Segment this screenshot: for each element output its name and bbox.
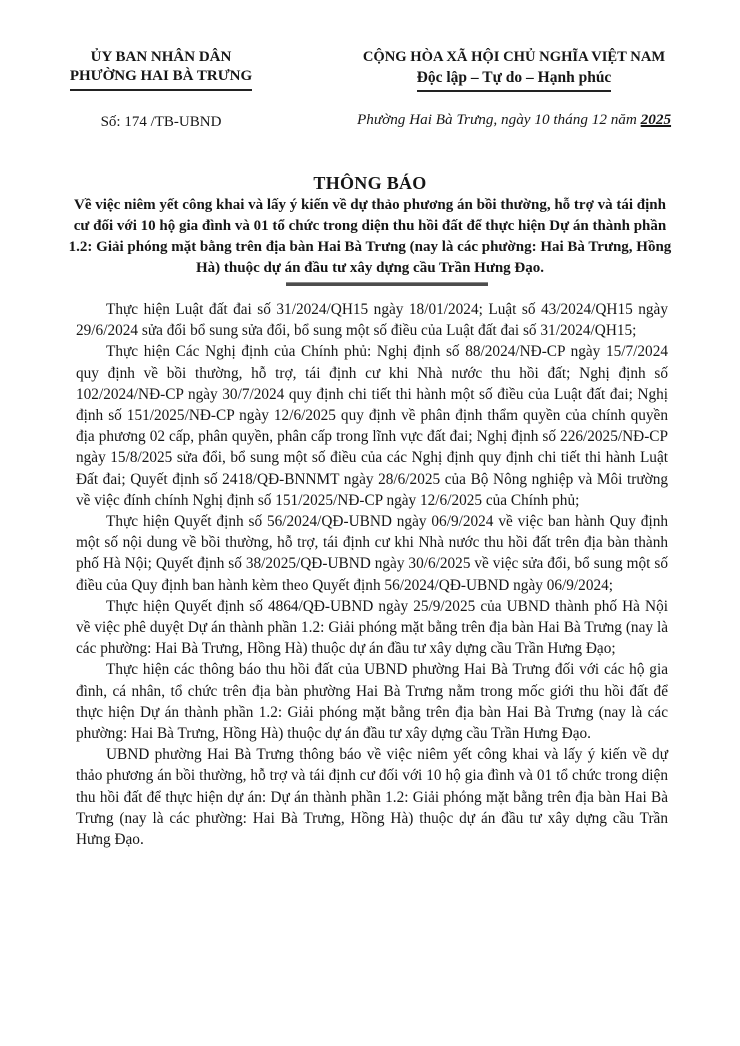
national-motto	[338, 68, 690, 92]
doc-number: Số: 174 /TB-UBND	[100, 114, 222, 130]
paragraph-legal-basis-decrees: Thực hiện Các Nghị định của Chính phủ: Nghị định số 88/2024/NĐ-CP ngày 15/7/2024 quy định về bồi thường, hỗ trợ, tái định cư khi Nhà nước thu hồi đất; Nghị định số 102/2024/NĐ-CP ngày 30/7/2024 quy định chi tiết thi hành một số điều của Luật đất đai; Nghị định số 151/2025/NĐ-CP ngày 12/6/2025 quy định về phân định thẩm quyền của chính quyền địa phương 02 cấp, phân quyền, phân cấp trong lĩnh vực đất đai; Nghị định số 226/2025/NĐ-CP ngày 15/8/2025 sửa đổi, bổ sung một số điều của các Nghị định quy định chi tiết thi hành Luật Đất đai; Quyết định số 2418/QĐ-BNNMT ngày 28/6/2025 của Bộ Nông nghiệp và Môi trường về việc đính chính Nghị định số 151/2025/NĐ-CP ngày 12/6/2025 của Chính phủ;	[76, 343, 668, 509]
doc-subject: Về việc niêm yết công khai và lấy ý kiến về dự thảo phương án bồi thường, hỗ trợ và tái định cư đối với 10 hộ gia đình và 01 tổ chức trong diện thu hồi đất để thực hiện Dự án thành phần 1.2: Giải phóng mặt bằng trên địa bàn Hai Bà Trưng (nay là các phường: Hai Bà Trưng, Hồng Hà) thuộc dự án đầu tư xây dựng cầu Trần Hưng Đạo.	[68, 197, 672, 276]
doc-type-heading: THÔNG BÁO	[313, 173, 427, 193]
title-divider	[286, 282, 488, 286]
document-header	[0, 0, 740, 131]
title-block	[0, 172, 740, 286]
national-motto-text: Độc lập – Tự do – Hạnh phúc	[417, 68, 612, 92]
paragraph-project-approval-decision: Thực hiện Quyết định số 4864/QĐ-UBND ngày 25/9/2025 của UBND thành phố Hà Nội về việc phê duyệt Dự án thành phần 1.2: Giải phóng mặt bằng trên địa bàn Hai Bà Trưng (nay là các phường: Hai Bà Trưng, Hồng Hà) thuộc dự án đầu tư xây dựng cầu Trần Hưng Đạo;	[76, 597, 668, 658]
issuing-authority-name-text: PHƯỜNG HAI BÀ TRƯNG	[70, 67, 252, 91]
place-date-line	[338, 111, 690, 129]
paragraph-land-recovery-notices: Thực hiện các thông báo thu hồi đất của UBND phường Hai Bà Trưng đối với các hộ gia đình, cá nhân, tổ chức trên địa bàn phường Hai Bà Trưng nằm trong mốc giới thu hồi đất để thực hiện Dự án thành phần 1.2: Giải phóng mặt bằng trên địa bàn Hai Bà Trưng (nay là các phường: Hai Bà Trưng, Hồng Hà) thuộc dự án đầu tư xây dựng cầu Trần Hưng Đạo.	[76, 661, 668, 743]
paragraph-announcement: UBND phường Hai Bà Trưng thông báo về việc niêm yết công khai và lấy ý kiến về dự thảo phương án bồi thường, hỗ trợ và tái định cư đối với 10 hộ gia đình và 01 tổ chức trong diện thu hồi đất để thực hiện dự án: Dự án thành phần 1.2: Giải phóng mặt bằng trên địa bàn Hai Bà Trưng (nay là các phường: Hai Bà Trưng, Hồng Hà) thuộc dự án đầu tư xây dựng cầu Trần Hưng Đạo.	[76, 746, 668, 849]
place-date-prefix: Phường Hai Bà Trưng, ngày 10 tháng 12 năm	[356, 111, 641, 128]
paragraph-legal-basis-law: Thực hiện Luật đất đai số 31/2024/QH15 ngày 18/01/2024; Luật số 43/2024/QH15 ngày 29/6/2024 sửa đổi bổ sung sửa đổi, bổ sung một số điều của Luật đất đai số 31/2024/QH15;	[76, 301, 668, 340]
issuing-authority-parent: ỦY BAN NHÂN DÂN	[90, 49, 232, 65]
issuing-authority-name	[52, 67, 270, 91]
date-year: 2025	[640, 111, 672, 128]
issuing-authority-block	[52, 48, 270, 131]
paragraph-legal-basis-city-decisions: Thực hiện Quyết định số 56/2024/QĐ-UBND ngày 06/9/2024 về việc ban hành Quy định một số nội dung về bồi thường, hỗ trợ, tái định cư khi Nhà nước thu hồi đất trên địa bàn thành phố Hà Nội; Quyết định số 38/2025/QĐ-UBND ngày 30/6/2025 về việc sửa đổi, bổ sung một số điều của Quy định ban hành kèm theo Quyết định 56/2024/QĐ-UBND ngày 06/9/2024;	[76, 513, 668, 594]
national-title: CỘNG HÒA XÃ HỘI CHỦ NGHĨA VIỆT NAM	[362, 49, 666, 65]
national-header-block	[338, 48, 690, 131]
document-body	[76, 299, 668, 850]
